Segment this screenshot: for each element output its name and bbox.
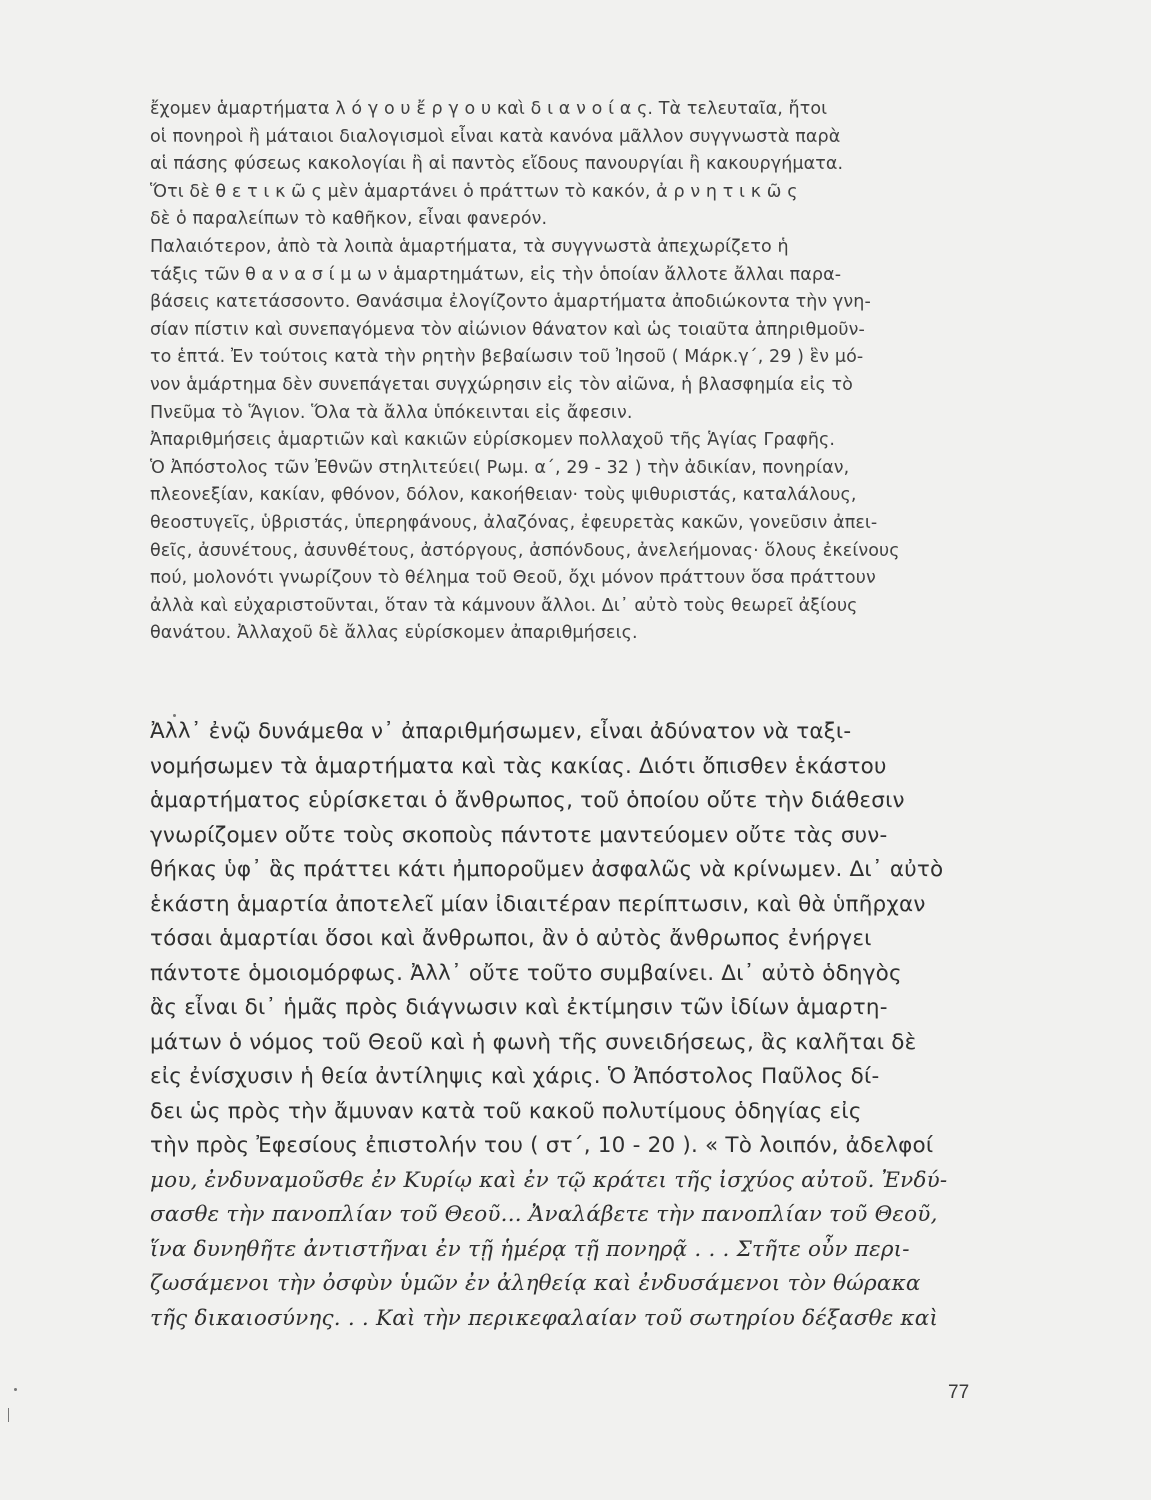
scan-speck — [8, 1408, 9, 1422]
text-line: οἱ πονηροὶ ἢ μάταιοι διαλογισμοὶ εἶναι κατὰ κανόνα μᾶλλον συγγνωστὰ παρὰ — [150, 126, 841, 147]
text-line: Ὅτι δὲ θ ε τ ι κ ῶ ς μὲν ἁμαρτάνει ὁ πράττων τὸ κακόν, ἀ ρ ν η τ ι κ ῶ ς — [150, 181, 798, 202]
text-line: σασθε τὴν πανοπλίαν τοῦ Θεοῦ... Ἀναλάβετε τὴν πανοπλίαν τοῦ Θεοῦ, — [150, 1202, 938, 1227]
text-line: νομήσωμεν τὰ ἁμαρτήματα καὶ τὰς κακίας. Διότι ὄπισθεν ἑκάστου — [150, 753, 887, 779]
text-line: Ὁ Ἀπόστολος τῶν Ἐθνῶν στηλιτεύει( Ρωμ. α΄, 29 - 32 ) τὴν ἀδικίαν, πονηρίαν, — [150, 457, 850, 478]
text-line: Παλαιότερον, ἀπὸ τὰ λοιπὰ ἁμαρτήματα, τὰ συγγνωστὰ ἀπεχωρίζετο ἡ — [150, 237, 789, 257]
text-line: το ἑπτά. Ἐν τούτοις κατὰ τὴν ρητὴν βεβαίωσιν τοῦ Ἰησοῦ ( Μάρκ.γ΄, 29 ) ἓν μό- — [150, 347, 864, 368]
text-line: ἁμαρτήματος εὑρίσκεται ὁ ἄνθρωπος, τοῦ ὁποίου οὔτε τὴν διάθεσιν — [150, 788, 905, 813]
text-line: τῆς δικαιοσύνης. . . Καὶ τὴν περικεφαλαίαν τοῦ σωτηρίου δέξασθε καὶ — [150, 1305, 939, 1331]
text-line: αἱ πάσης φύσεως κακολογίαι ἢ αἱ παντὸς εἴδους πανουργίαι ἢ κακουργήματα. — [150, 154, 844, 175]
text-line: θεῖς, ἀσυνέτους, ἀσυνθέτους, ἀστόργους, ἀσπόνδους, ἀνελεήμονας· ὅλους ἐκείνους — [150, 540, 900, 561]
scan-speck — [14, 1388, 17, 1391]
text-line: θεοστυγεῖς, ὑβριστάς, ὑπερηφάνους, ἀλαζόνας, ἐφευρετὰς κακῶν, γονεῦσιν ἀπει- — [150, 513, 878, 533]
text-line: δὲ ὁ παραλείπων τὸ καθῆκον, εἶναι φανερόν. — [150, 209, 548, 230]
text-line: πλεονεξίαν, κακίαν, φθόνον, δόλον, κακοήθειαν· τοὺς ψιθυριστάς, καταλάλους, — [150, 485, 857, 506]
text-line: θήκας ὑφ᾽ ἃς πράττει κάτι ἠμποροῦμεν ἀσφαλῶς νὰ κρίνωμεν. Δι᾽ αὐτὸ — [150, 857, 944, 882]
text-line: γνωρίζομεν οὔτε τοὺς σκοποὺς πάντοτε μαντεύομεν οὔτε τὰς συν- — [150, 822, 888, 848]
text-line: θανάτου. Ἀλλαχοῦ δὲ ἄλλας εὑρίσκομεν ἀπαριθμήσεις. — [150, 623, 638, 644]
text-line: Ἀπαριθμήσεις ἁμαρτιῶν καὶ κακιῶν εὑρίσκομεν πολλαχοῦ τῆς Ἁγίας Γραφῆς. — [150, 430, 836, 451]
text-line: μου, ἐνδυναμοῦσθε ἐν Κυρίῳ καὶ ἐν τῷ κράτει τῆς ἰσχύος αὐτοῦ. Ἐνδύ- — [150, 1167, 948, 1193]
text-line: Ἀλλ᾽ ἐνῷ δυνάμεθα ν᾽ ἀπαριθμήσωμεν, εἶναι ἀδύνατον νὰ ταξι- — [150, 719, 852, 744]
text-line: εἰς ἐνίσχυσιν ἡ θεία ἀντίληψις καὶ χάρις. Ὁ Ἀπόστολος Παῦλος δί- — [150, 1064, 880, 1089]
text-line: δει ὡς πρὸς τὴν ἄμυναν κατὰ τοῦ κακοῦ πολυτίμους ὁδηγίας εἰς — [150, 1098, 862, 1124]
text-line: τάξις τῶν θ α ν α σ ί μ ω ν ἁμαρτημάτων, εἰς τὴν ὁποίαν ἄλλοτε ἄλλαι παρα- — [150, 264, 842, 285]
text-line: τόσαι ἁμαρτίαι ὅσοι καὶ ἄνθρωποι, ἂν ὁ αὐτὸς ἄνθρωπος ἐνήργει — [150, 926, 872, 951]
text-line: ἑκάστη ἁμαρτία ἀποτελεῖ μίαν ἰδιαιτέραν περίπτωσιν, καὶ θὰ ὑπῆρχαν — [150, 891, 926, 917]
text-line: Πνεῦμα τὸ Ἅγιον. Ὅλα τὰ ἄλλα ὑπόκεινται εἰς ἄφεσιν. — [150, 402, 633, 423]
text-line: σίαν πίστιν καὶ συνεπαγόμενα τὸν αἰώνιον θάνατον καὶ ὡς τοιαῦτα ἀπηριθμοῦν- — [150, 319, 865, 340]
scan-speck — [173, 714, 176, 717]
text-line: ἵνα δυνηθῆτε ἀντιστῆναι ἐν τῇ ἡμέρᾳ τῇ πονηρᾷ . . . Στῆτε οὖν περι- — [150, 1236, 910, 1262]
text-line: μάτων ὁ νόμος τοῦ Θεοῦ καὶ ἡ φωνὴ τῆς συνειδήσεως, ἂς καλῆται δὲ — [150, 1029, 917, 1055]
text-line: ἔχομεν ἁμαρτήματα λ ό γ ο υ ἔ ρ γ ο υ καὶ δ ι α ν ο ί α ς. Τὰ τελευταῖα, ἤτοι — [150, 99, 828, 119]
text-line: ἀλλὰ καὶ εὐχαριστοῦνται, ὅταν τὰ κάμνουν ἄλλοι. Δι᾽ αὐτὸ τοὺς θεωρεῖ ἀξίους — [150, 595, 858, 616]
text-line: νον ἁμάρτημα δὲν συνεπάγεται συγχώρησιν εἰς τὸν αἰῶνα, ἡ βλασφημία εἰς τὸ — [150, 375, 853, 395]
text-line: πάντοτε ὁμοιομόρφως. Ἀλλ᾽ οὔτε τοῦτο συμβαίνει. Δι᾽ αὐτὸ ὁδηγὸς — [150, 960, 902, 986]
text-line: πού, μολονότι γνωρίζουν τὸ θέλημα τοῦ Θεοῦ, ὄχι μόνον πράττουν ὅσα πράττουν — [150, 568, 876, 589]
text-line: ζωσάμενοι τὴν ὀσφὺν ὑμῶν ἐν ἀληθείᾳ καὶ ἐνδυσάμενοι τὸν θώρακα — [150, 1271, 921, 1296]
text-line: τὴν πρὸς Ἐφεσίους ἐπιστολήν του ( στ΄, 10 - 20 ). « Τὸ λοιπόν, ἀδελφοί — [150, 1133, 934, 1158]
page-number: 77 — [948, 1382, 970, 1403]
text-line: βάσεις κατετάσσοντο. Θανάσιμα ἐλογίζοντο ἁμαρτήματα ἀποδιώκοντα τὴν γνη- — [150, 292, 871, 313]
text-line: ἂς εἶναι δι᾽ ἡμᾶς πρὸς διάγνωσιν καὶ ἐκτίμησιν τῶν ἰδίων ἁμαρτη- — [150, 995, 888, 1020]
